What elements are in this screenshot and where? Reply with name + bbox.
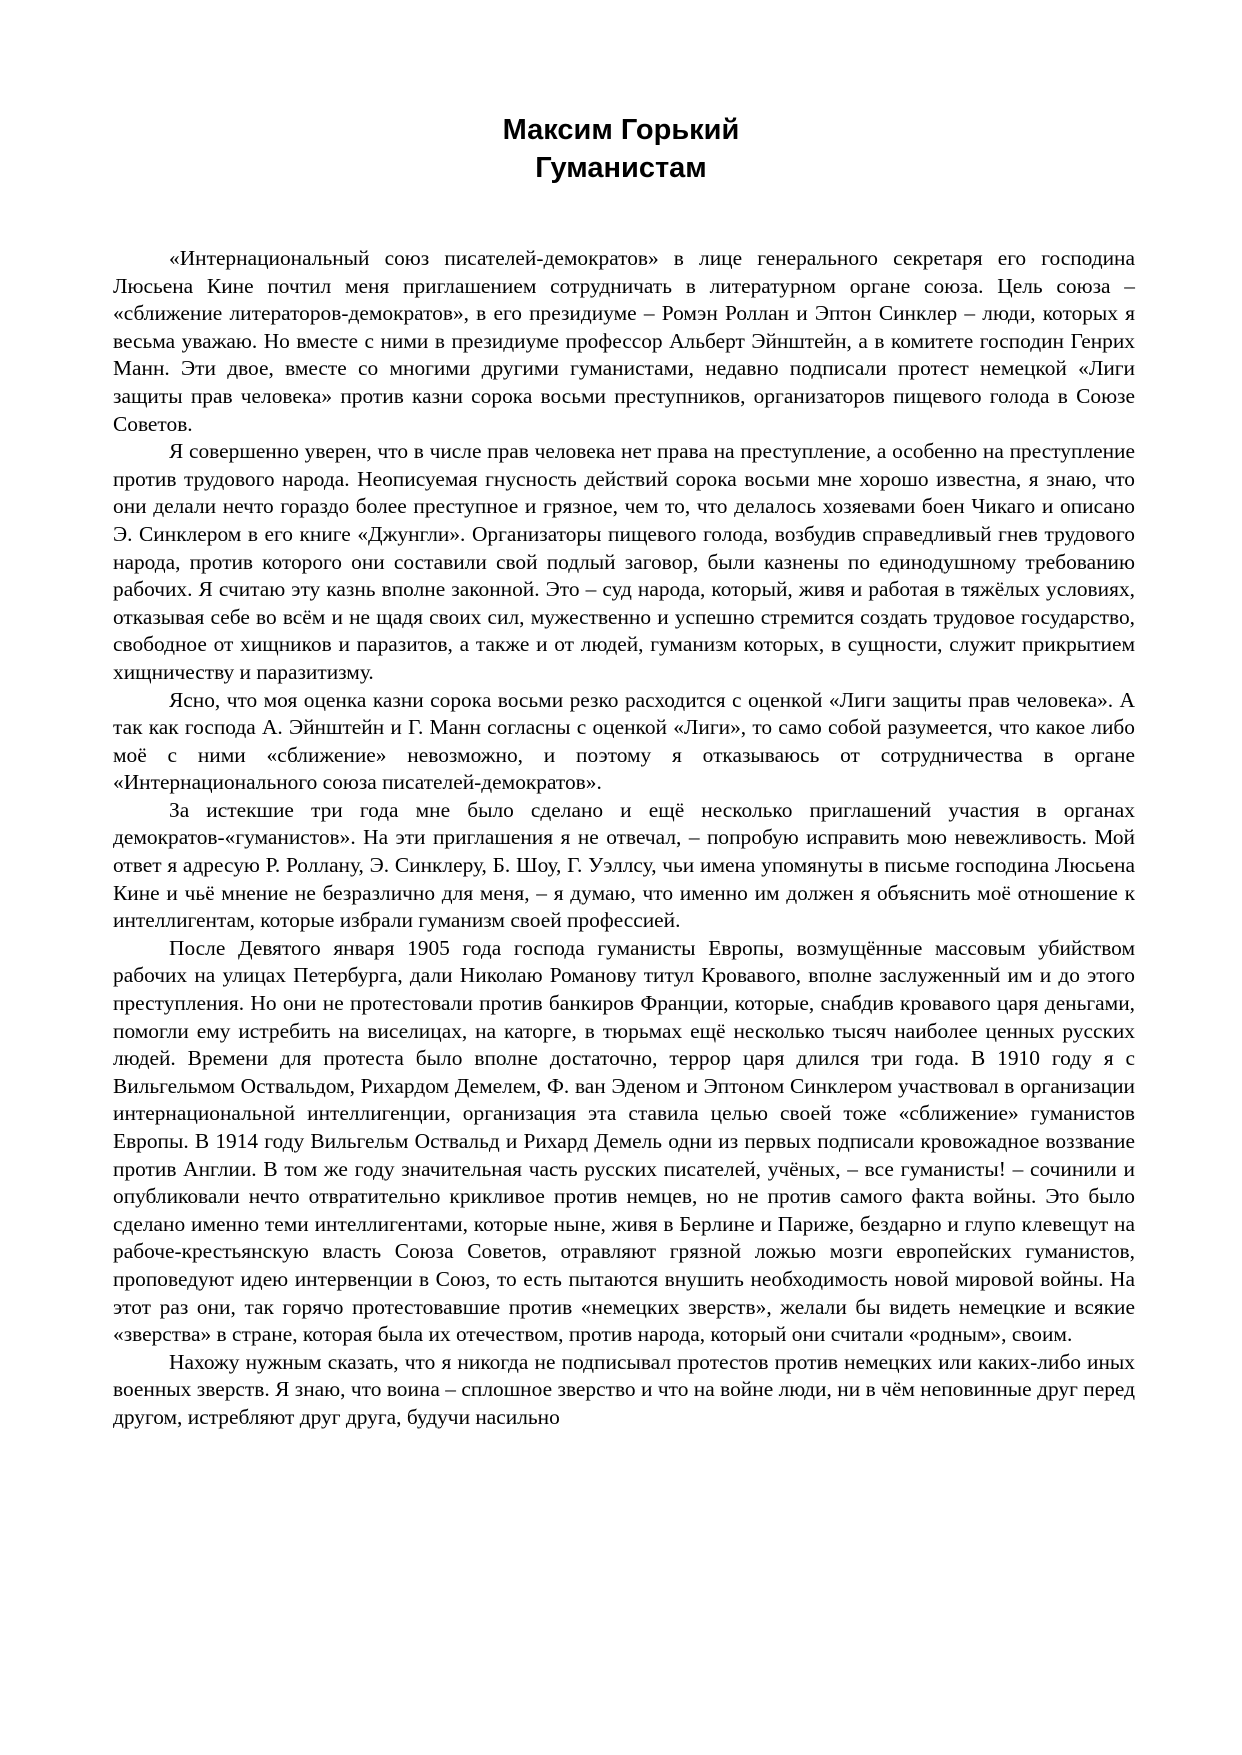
paragraph: «Интернациональный союз писателей-демократов» в лице генерального секретаря его господина Люсьена Кине почтил меня приглашением сотрудничать в литературном органе союза. Цель союза – «сближение литераторов-демократов», в его президиуме – Ромэн Роллан и Эптон Синклер – люди, которых я весьма уважаю. Но вместе с ними в президиуме профессор Альберт Эйнштейн, а в комитете господин Генрих Манн. Эти двое, вместе со многими другими гуманистами, недавно подписали протест немецкой «Лиги защиты прав человека» против казни сорока восьми преступников, организаторов пищевого голода в Союзе Советов. [113, 246, 1135, 436]
paragraph: После Девятого января 1905 года господа гуманисты Европы, возмущённые массовым убийством рабочих на улицах Петербурга, дали Николаю Романову титул Кровавого, вполне заслуженный им и до этого преступления. Но они не протестовали против банкиров Франции, которые, снабдив кровавого царя деньгами, помогли ему истребить на виселицах, на каторге, в тюрьмах ещё несколько тысяч наиболее ценных русских людей. Времени для протеста было вполне достаточно, террор царя длился три года. В 1910 году я с Вильгельмом Оствальдом, Рихардом Демелем, Ф. ван Эденом и Эптоном Синклером участвовал в организации интернациональной интеллигенции, организация эта ставила целью своей тоже «сближение» гуманистов Европы. В 1914 году Вильгельм Оствальд и Рихард Демель одни из первых подписали кровожадное воззвание против Англии. В том же году значительная часть русских писателей, учёных, – все гуманисты! – сочинили и опубликовали нечто отвратительно крикливое против немцев, но не против самого факта войны. Это было сделано именно теми интеллигентами, которые ныне, живя в Берлине и Париже, бездарно и глупо клевещут на рабоче-крестьянскую власть Союза Советов, отравляют грязной ложью мозги европейских гуманистов, проповедуют идею интервенции в Союз, то есть пытаются внушить необходимость новой мировой войны. На этот раз они, так горячо протестовавшие против «немецких зверств», желали бы видеть немецкие и всякие «зверства» в стране, которая была их отечеством, против народа, который они считали «родным», своим. [113, 935, 1135, 1347]
paragraph: Ясно, что моя оценка казни сорока восьми резко расходится с оценкой «Лиги защиты прав человека». А так как господа А. Эйнштейн и Г. Манн согласны с оценкой «Лиги», то само собой разумеется, что какое либо моё с ними «сближение» невозможно, и поэтому я отказываюсь от сотрудничества в органе «Интернационального союза писателей-демократов». [113, 687, 1135, 795]
paragraph: Я совершенно уверен, что в числе прав человека нет права на преступление, а особенно на преступление против трудового народа. Неописуемая гнусность действий сорока восьми мне хорошо известна, я знаю, что они делали нечто гораздо более преступное и грязное, чем то, что делалось хозяевами боен Чикаго и описано Э. Синклером в его книге «Джунгли». Организаторы пищевого голода, возбудив справедливый гнев трудового народа, против которого они составили свой подлый заговор, были казнены по единодушному требованию рабочих. Я считаю эту казнь вполне законной. Это – суд народа, который, живя и работая в тяжёлых условиях, отказывая себе во всём и не щадя своих сил, мужественно и успешно стремится создать трудовое государство, свободное от хищников и паразитов, а также и от людей, гуманизм которых, в сущности, служит прикрытием хищничеству и паразитизму. [113, 439, 1135, 684]
document-heading [0, 111, 1242, 187]
paragraph: За истекшие три года мне было сделано и ещё несколько приглашений участия в органах демократов-«гуманистов». На эти приглашения я не отвечал, – попробую исправить мою невежливость. Мой ответ я адресую Р. Роллану, Э. Синклеру, Б. Шоу, Г. Уэллсу, чьи имена упомянуты в письме господина Люсьена Кине и чьё мнение не безразлично для меня, – я думаю, что именно им должен я объяснить моё отношение к интеллигентам, которые избрали гуманизм своей профессией. [113, 797, 1135, 933]
author-name: Максим Горький [502, 114, 740, 146]
document-body [113, 245, 1135, 1432]
document-title: Гуманистам [535, 152, 707, 184]
paragraph: Нахожу нужным сказать, что я никогда не подписывал протестов против немецких или каких-либо иных военных зверств. Я знаю, что воина – сплошное зверство и что на войне люди, ни в чём неповинные друг перед другом, истребляют друг друга, будучи насильно [113, 1349, 1135, 1429]
